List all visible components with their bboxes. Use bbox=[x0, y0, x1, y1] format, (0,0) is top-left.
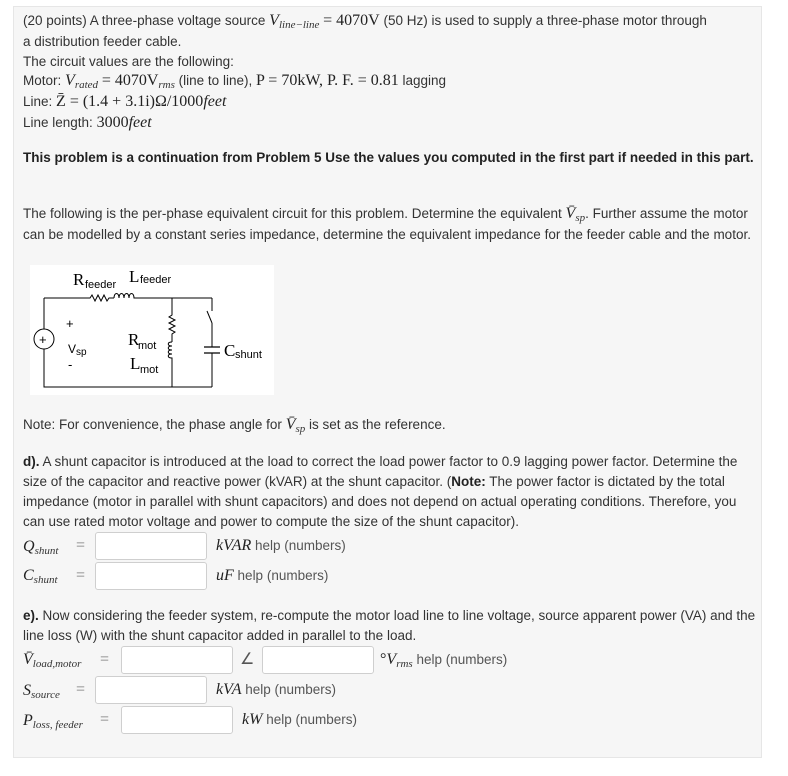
v-line-symbol: V bbox=[269, 12, 279, 29]
l-feeder-sub: feeder bbox=[140, 274, 172, 286]
q-unit-help bbox=[216, 537, 346, 555]
motor-v-note: (line to line), bbox=[178, 73, 253, 88]
p-equals: = bbox=[100, 711, 110, 728]
q-shunt-input[interactable] bbox=[95, 532, 207, 560]
part-d-note: Note: bbox=[451, 474, 486, 489]
c-shunt-label: C bbox=[224, 341, 236, 360]
plus-label: + bbox=[66, 316, 74, 331]
q-unit: kVAR bbox=[216, 537, 252, 554]
p-help-link[interactable]: help (numbers) bbox=[266, 712, 357, 727]
v-unit: V bbox=[386, 651, 397, 668]
c-shunt-input[interactable] bbox=[95, 562, 207, 590]
v-load-label bbox=[23, 651, 81, 669]
note-text-2: is set as the reference. bbox=[309, 417, 446, 432]
c-shunt-sub: shunt bbox=[235, 349, 262, 361]
s-source-label bbox=[23, 682, 60, 700]
v-help-link[interactable]: help (numbers) bbox=[416, 652, 508, 667]
note-v-symbol: V̄ bbox=[285, 416, 296, 433]
vsp-sub: sp bbox=[575, 212, 586, 224]
intro-text-rest: (50 Hz) is used to supply a three-phase motor through bbox=[383, 13, 707, 28]
length-label: Line length: bbox=[23, 115, 93, 130]
c-sub: shunt bbox=[33, 574, 58, 586]
s-equals: = bbox=[76, 681, 86, 698]
l-mot-label: L bbox=[130, 354, 141, 373]
intro-line-1 bbox=[23, 12, 707, 30]
v-line-value: = 4070V bbox=[323, 12, 380, 29]
s-sub: source bbox=[31, 689, 60, 701]
vsp-symbol: V̄ bbox=[565, 205, 576, 222]
circuit-diagram bbox=[30, 265, 274, 395]
r-feeder-label: R bbox=[73, 270, 85, 289]
s-help-link[interactable]: help (numbers) bbox=[245, 682, 337, 697]
p-loss-input[interactable] bbox=[121, 706, 233, 734]
motor-line bbox=[23, 72, 446, 90]
v-unit-sub: rms bbox=[396, 658, 413, 670]
minus-label: - bbox=[68, 357, 73, 372]
intro-text: (20 points) A three-phase voltage source bbox=[23, 13, 266, 28]
q-symbol: Q bbox=[23, 538, 35, 555]
motor-v-unit-sub: rms bbox=[158, 79, 175, 91]
v-load-angle-input[interactable] bbox=[262, 646, 374, 674]
s-symbol: S bbox=[23, 682, 31, 699]
line-z: Z̄ = (1.4 + 3.1i)Ω/1000 bbox=[56, 93, 204, 110]
motor-v-symbol: V bbox=[65, 72, 75, 89]
line-label: Line: bbox=[23, 94, 53, 109]
vsp-label-sub: sp bbox=[76, 347, 87, 358]
part-e-text bbox=[23, 606, 758, 646]
v-line-sub: line−line bbox=[278, 19, 320, 31]
line-impedance bbox=[23, 93, 226, 111]
part-e-label: e). bbox=[23, 608, 39, 623]
c-symbol: C bbox=[23, 567, 34, 584]
intro-line-2: a distribution feeder cable. bbox=[23, 34, 182, 49]
p-unit: kW bbox=[242, 711, 263, 728]
c-shunt-label bbox=[23, 567, 58, 585]
part-e-body: Now considering the feeder system, re-compute the motor load line to line voltage, source apparent power (VA) and the line loss (W) with the shunt capacitor added in parallel to the load. bbox=[23, 608, 756, 643]
vsp-label: V bbox=[68, 342, 77, 356]
note-v-sub: sp bbox=[295, 423, 306, 435]
c-unit-help bbox=[216, 567, 328, 585]
v-load-unit-help bbox=[380, 651, 507, 669]
p-sub: loss, feeder bbox=[32, 719, 83, 731]
motor-label: Motor: bbox=[23, 73, 62, 88]
motor-lagging: lagging bbox=[402, 73, 447, 88]
part-d-text-1: A shunt capacitor is introduced at the load to correct the load power factor to 0.9 lagging power factor. Determine the size of the capacitor and reactive power (kVAR) at the shunt capacitor. ( bbox=[23, 454, 738, 489]
r-mot-sub: mot bbox=[138, 340, 157, 352]
continuation-note: This problem is a continuation from Problem 5 Use the values you computed in the first part if needed in this part. bbox=[23, 150, 754, 165]
part-d-text bbox=[23, 452, 758, 532]
q-equals: = bbox=[76, 537, 86, 554]
c-help-link[interactable]: help (numbers) bbox=[237, 568, 329, 583]
motor-p: P = 70kW, P. F. = 0.81 bbox=[255, 72, 399, 89]
angle-icon: ∠ bbox=[240, 651, 255, 668]
c-unit: uF bbox=[216, 567, 234, 584]
source-plus-icon: + bbox=[39, 332, 47, 347]
p-loss-label bbox=[23, 712, 83, 730]
s-unit-help bbox=[216, 681, 336, 699]
part-d-text-2: The power factor is dictated by the total impedance (motor in parallel with shunt capacitors) and does not depend on actual operating conditions. Therefore, you can use rated motor voltage and power to compute the size of the shunt capacitor). bbox=[23, 474, 737, 529]
q-shunt-label bbox=[23, 538, 58, 556]
line-z-feet: feet bbox=[203, 93, 227, 110]
note-text-1: Note: For convenience, the phase angle for bbox=[23, 417, 282, 432]
intro-line-3: The circuit values are the following: bbox=[23, 54, 234, 69]
v-load-equals: = bbox=[100, 651, 110, 668]
l-feeder-label: L bbox=[129, 267, 140, 286]
q-sub: shunt bbox=[34, 545, 59, 557]
description-text-2: . Further assume the motor can be modelled by a constant series impedance, determine the equivalent impedance for the feeder cable and the motor. bbox=[23, 206, 751, 242]
r-mot-label: R bbox=[128, 330, 140, 349]
v-load-sub: load,motor bbox=[32, 658, 82, 670]
length-feet: feet bbox=[128, 114, 152, 131]
length-value: 3000 bbox=[96, 114, 129, 131]
part-d-label: d). bbox=[23, 454, 40, 469]
c-equals: = bbox=[76, 567, 86, 584]
description-text-1: The following is the per-phase equivalent circuit for this problem. Determine the equivalent bbox=[23, 206, 562, 221]
l-mot-sub: mot bbox=[140, 364, 159, 376]
r-feeder-sub: feeder bbox=[85, 279, 117, 291]
s-source-input[interactable] bbox=[95, 676, 207, 704]
reference-note bbox=[23, 416, 446, 434]
p-symbol: P bbox=[23, 712, 33, 729]
degree-unit: ° bbox=[380, 651, 387, 668]
q-help-link[interactable]: help (numbers) bbox=[255, 538, 346, 553]
motor-v-sub: rated bbox=[74, 79, 99, 91]
s-unit: kVA bbox=[216, 681, 242, 698]
motor-v-value: = 4070V bbox=[101, 72, 159, 89]
v-load-magnitude-input[interactable] bbox=[121, 646, 233, 674]
v-load-symbol: V̄ bbox=[23, 651, 33, 668]
line-length bbox=[23, 114, 152, 132]
circuit-description bbox=[23, 204, 758, 245]
p-unit-help bbox=[242, 711, 357, 729]
